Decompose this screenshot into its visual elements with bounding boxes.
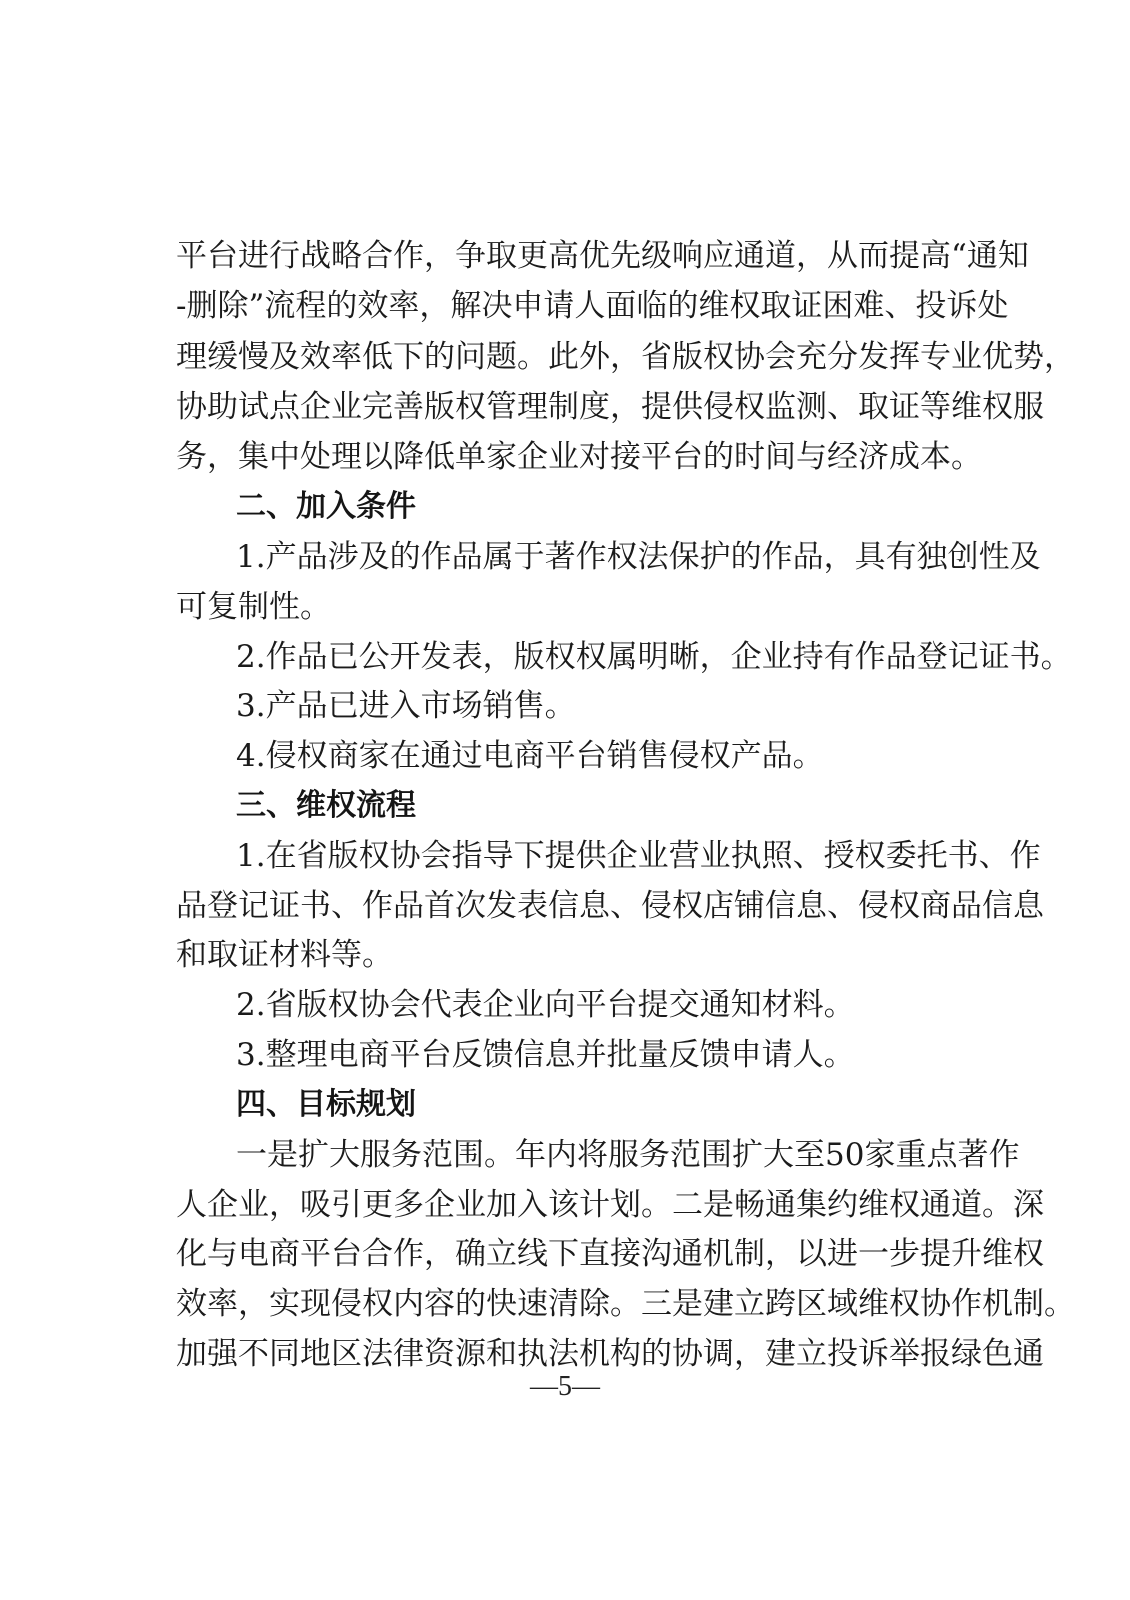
goal-text-line: 人企业，吸引更多企业加入该计划。二是畅通集约维权通道。深 (176, 1187, 1044, 1223)
process-item-2: 2.省版权协会代表企业向平台提交通知材料。 (236, 987, 855, 1023)
process-item-1: 1.在省版权协会指导下提供企业营业执照、授权委托书、作 (236, 838, 1041, 874)
condition-item-1: 1.产品涉及的作品属于著作权法保护的作品，具有独创性及 (236, 539, 1041, 575)
body-text-line: 平台进行战略合作，争取更高优先级响应通道，从而提高“通知 (176, 238, 1029, 274)
condition-item-2: 2.作品已公开发表，版权权属明晰，企业持有作品登记证书。 (236, 639, 1072, 675)
condition-item-4: 4.侵权商家在通过电商平台销售侵权产品。 (236, 738, 824, 774)
body-text-line: 务，集中处理以降低单家企业对接平台的时间与经济成本。 (176, 439, 982, 475)
condition-item-3: 3.产品已进入市场销售。 (236, 688, 576, 724)
process-item-1-continued: 品登记证书、作品首次发表信息、侵权店铺信息、侵权商品信息 (176, 888, 1044, 924)
section-heading-conditions: 二、加入条件 (236, 489, 416, 524)
body-text-line: 协助试点企业完善版权管理制度，提供侵权监测、取证等维权服 (176, 389, 1044, 425)
goal-text-line: 一是扩大服务范围。年内将服务范围扩大至50家重点著作 (236, 1137, 1020, 1173)
goal-text-line: 加强不同地区法律资源和执法机构的协调，建立投诉举报绿色通 (176, 1336, 1044, 1372)
page-number: —5— (530, 1371, 600, 1402)
goal-text-line: 效率，实现侵权内容的快速清除。三是建立跨区域维权协作机制。 (176, 1286, 1075, 1322)
body-text-line: -删除”流程的效率，解决申请人面临的维权取证困难、投诉处 (176, 288, 1009, 324)
process-item-1-continued: 和取证材料等。 (176, 937, 393, 973)
section-heading-goals: 四、目标规划 (236, 1087, 416, 1122)
section-heading-process: 三、维权流程 (236, 788, 416, 823)
goal-text-line: 化与电商平台合作，确立线下直接沟通机制，以进一步提升维权 (176, 1236, 1044, 1272)
condition-item-1-continued: 可复制性。 (176, 589, 331, 625)
process-item-3: 3.整理电商平台反馈信息并批量反馈申请人。 (236, 1037, 855, 1073)
body-text-line: 理缓慢及效率低下的问题。此外，省版权协会充分发挥专业优势， (176, 339, 1075, 375)
